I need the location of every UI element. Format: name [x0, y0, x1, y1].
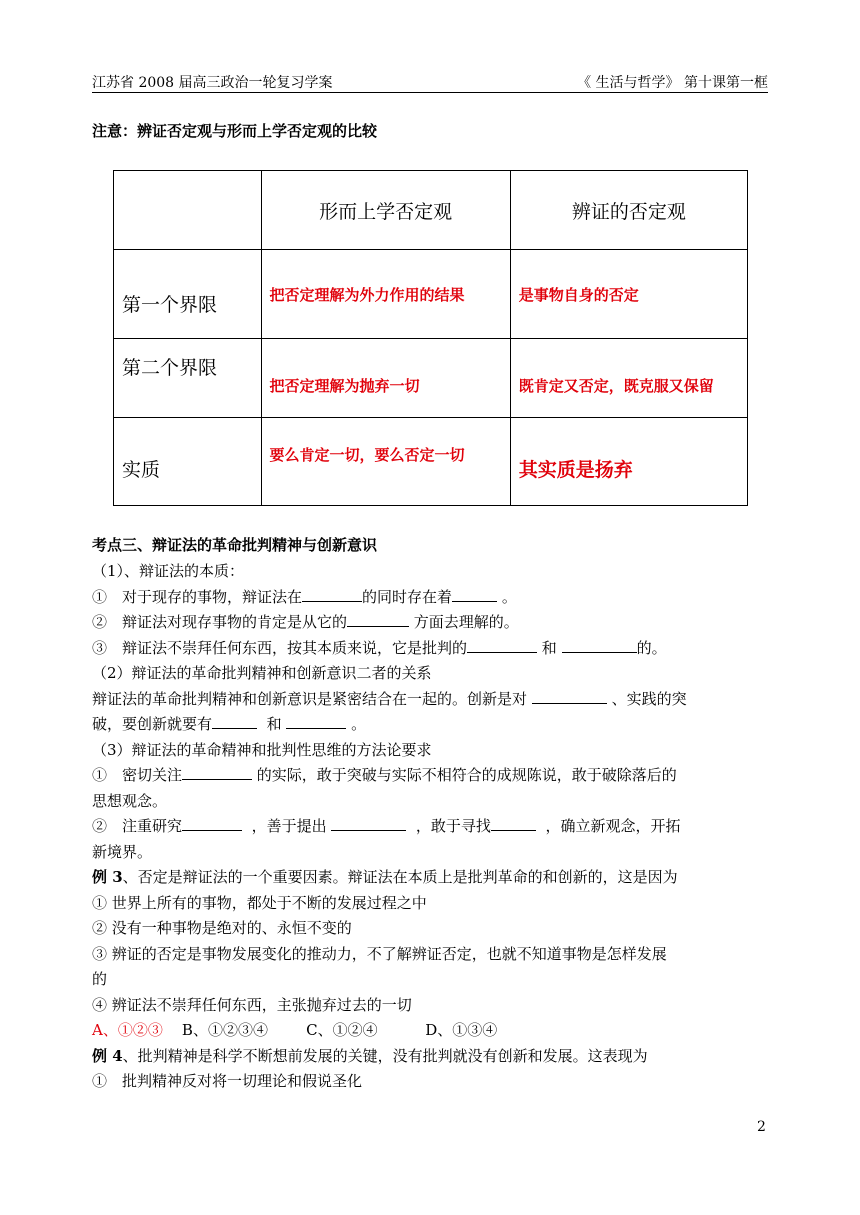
- list-item: 的: [92, 970, 108, 988]
- text: ，敢于寻找: [415, 817, 491, 835]
- cell-metaphysical: 把否定理解为外力作用的结果: [261, 250, 510, 339]
- header-left: 江苏省 2008 届高三政治一轮复习学案: [92, 75, 333, 91]
- list-item: ② 没有一种事物是绝对的、永恒不变的: [92, 919, 352, 937]
- example-label: 例 4: [92, 1046, 123, 1065]
- fill-line: [92, 687, 768, 713]
- blank[interactable]: [212, 712, 257, 729]
- text: ，善于提出: [251, 817, 327, 835]
- table-row: [114, 339, 748, 418]
- blank[interactable]: [286, 712, 346, 729]
- list-item: ④ 辨证法不崇拜任何东西，主张抛弃过去的一切: [92, 995, 412, 1014]
- option: D、①③④: [425, 1021, 498, 1039]
- subheading: （1）、辩证法的本质：: [92, 562, 245, 580]
- text: ，确立新观念，开拓: [545, 817, 681, 835]
- text: 的同时存在着: [362, 587, 453, 606]
- text: 、批判精神是科学不断想前发展的关键，没有批判就没有创新和发展。这表现为: [122, 1046, 648, 1065]
- text: 和: [266, 715, 282, 733]
- cell-dialectical: 是事物自身的否定: [510, 250, 747, 339]
- table-row: [114, 250, 748, 339]
- option: B、①②③④: [181, 1021, 268, 1039]
- text: ③ 辩证法不崇拜任何东西，按其本质来说，它是批判的: [92, 638, 468, 657]
- example-3-stem: [92, 865, 768, 891]
- fill-line: [92, 763, 768, 789]
- cell-dialectical: 既肯定又否定，既克服又保留: [510, 339, 747, 418]
- text: 方面去理解的。: [413, 613, 519, 631]
- note-title: 注意：辨证否定观与形而上学否定观的比较: [92, 122, 378, 140]
- answer-option: A、①②③: [92, 1021, 163, 1039]
- fill-line: [92, 585, 768, 611]
- option: C、①②④: [306, 1021, 378, 1039]
- fill-line: [92, 712, 768, 738]
- blank[interactable]: [491, 814, 536, 831]
- example-label: 例 3: [92, 868, 123, 886]
- text: 。: [351, 715, 367, 733]
- cell-dialectical: 其实质是扬弃: [510, 418, 747, 506]
- text: ① 密切关注: [92, 766, 183, 784]
- page-number: 2: [757, 1119, 766, 1135]
- text: 辩证法的革命批判精神和创新意识是紧密结合在一起的。创新是对: [92, 689, 528, 708]
- comparison-table: [113, 170, 748, 506]
- text-line: 思想观念。: [92, 791, 168, 810]
- list-item: ① 批判精神反对将一切理论和假说圣化: [92, 1072, 363, 1090]
- header-right: 《 生活与哲学》 第十课第一框: [577, 75, 768, 91]
- example-4-stem: [92, 1044, 768, 1070]
- blank[interactable]: [347, 610, 409, 627]
- blank[interactable]: [562, 636, 637, 653]
- subheading: （2）辩证法的革命批判精神和创新意识二者的关系: [92, 664, 432, 682]
- text: ② 注重研究: [92, 817, 183, 835]
- blank[interactable]: [182, 814, 242, 831]
- text: ② 辩证法对现存事物的肯定是从它的: [92, 613, 348, 631]
- blank[interactable]: [452, 585, 497, 602]
- blank[interactable]: [182, 763, 252, 780]
- row-label: 第二个界限: [114, 339, 262, 418]
- list-item: ① 世界上所有的事物，都处于不断的发展过程之中: [92, 893, 427, 912]
- text: 、否定是辩证法的一个重要因素。辩证法在本质上是批判革命的和创新的，这是因为: [122, 868, 678, 886]
- table-header-dialectical: 辨证的否定观: [510, 171, 747, 250]
- row-label: 实质: [114, 418, 262, 506]
- text: 破，要创新就要有: [92, 715, 213, 733]
- text: 、实践的突: [611, 689, 687, 708]
- text-line: 新境界。: [92, 842, 153, 861]
- row-label: 第一个界限: [114, 250, 262, 339]
- text: 的实际，敢于突破与实际不相符合的成规陈说，敢于破除落后的: [256, 766, 677, 784]
- table-row: [114, 418, 748, 506]
- text: ① 对于现存的事物，辩证法在: [92, 587, 303, 606]
- table-header-metaphysical: 形而上学否定观: [261, 171, 510, 250]
- section-title: 考点三、辩证法的革命批判精神与创新意识: [92, 536, 378, 554]
- fill-line: [92, 636, 768, 662]
- text: 。: [501, 587, 517, 606]
- table-corner-cell: [114, 171, 262, 250]
- cell-metaphysical: 把否定理解为抛弃一切: [261, 339, 510, 418]
- text: 的。: [636, 638, 667, 657]
- blank[interactable]: [467, 636, 537, 653]
- text: 和: [541, 638, 557, 657]
- table-header-row: [114, 171, 748, 250]
- cell-metaphysical: 要么肯定一切，要么否定一切: [261, 418, 510, 506]
- section-body: [92, 559, 768, 1095]
- fill-line: [92, 814, 768, 840]
- blank[interactable]: [331, 814, 406, 831]
- list-item: ③ 辨证的否定是事物发展变化的推动力，不了解辨证否定，也就不知道事物是怎样发展: [92, 944, 667, 963]
- fill-line: [92, 610, 768, 636]
- blank[interactable]: [302, 585, 362, 602]
- subheading: （3）辩证法的革命精神和批判性思维的方法论要求: [92, 740, 432, 759]
- page-header: [92, 70, 768, 93]
- blank[interactable]: [532, 687, 607, 704]
- example-3-options: [92, 1018, 768, 1044]
